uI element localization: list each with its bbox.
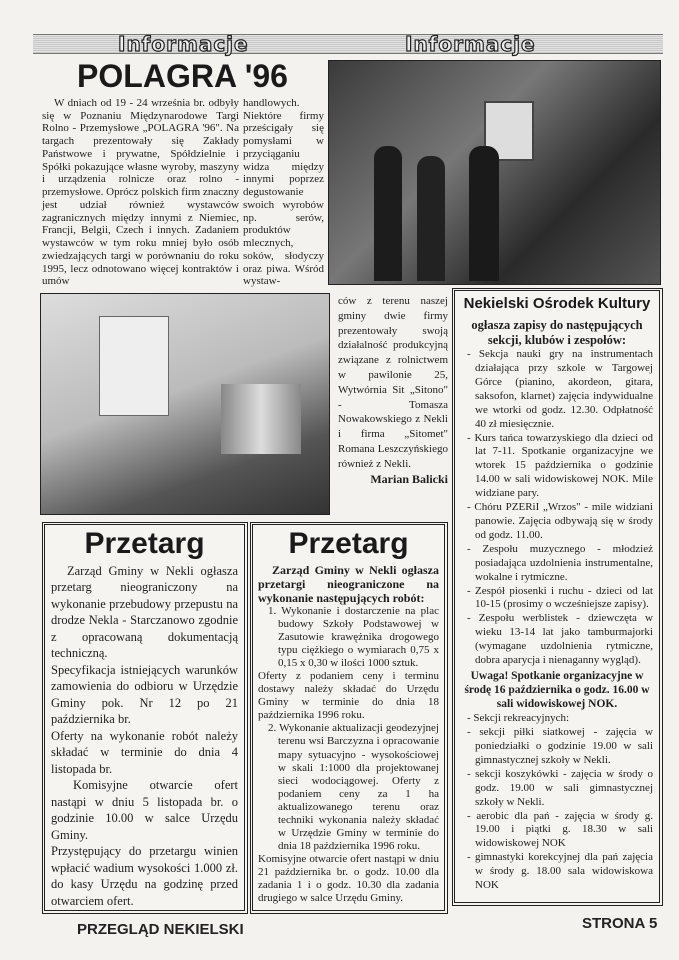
paragraph: Komisyjne otwarcie ofert nastąpi w dniu 21 października br. o godz. 10.00 dla zadania 1 i o godz. 10.30 dla zadania drugiego w salce Urzędu Gminy. <box>258 852 439 904</box>
list-item: - Zespołu werblistek - dziewczęta w wieku 13-14 lat jako tamburmajorki (wymagane uzdolnienia rytmiczne, dobra aparycja i nienaganny wygląd). <box>467 612 653 667</box>
list-item: - sekcji piłki siatkowej - zajęcia w poniedziałki o godzinie 19.00 w sali gimnastycznej szkoły w Nekli. <box>467 726 653 766</box>
paragraph: Oferty z podaniem ceny i terminu dostawy należy składać do Urzędu Gminy w terminie do dnia 18 października 1996 roku. <box>258 670 439 722</box>
list-item: - sekcji koszykówki - zajęcia w środy o godz. 19.00 w sali gimnastycznej szkoły w Nekli. <box>467 767 653 808</box>
section-label-left: Informacje <box>118 32 249 56</box>
przetarg-announcement-1 <box>42 522 248 914</box>
nok-title: Nekielski Ośrodek Kultury <box>463 295 651 312</box>
section-label-right: Informacje <box>405 32 536 56</box>
person-figure <box>374 146 402 281</box>
przetarg-lead: Zarząd Gminy w Nekli ogłasza przetargi nieograniczone na wykonanie następujących robót: <box>258 563 439 606</box>
article-col3-block <box>338 294 448 516</box>
list-item: - gimnastyki korekcyjnej dla pań zajęcia w środy g. 18.00 sala widowiskowa NOK <box>467 851 653 892</box>
przetarg-body <box>51 563 238 909</box>
nok-list <box>461 348 653 668</box>
list-item: - Kurs tańca towarzyskiego dla dzieci od lat 7-11. Spotkanie organizacyjne we wtorek 15 października o godzinie 14.00 w sali widowiskowej NOK. Mile widziane pary. <box>467 431 653 500</box>
article-col2: handlowych. Niektóre firmy prześcigały się pomysłami w przyciąganiu widza między innymi poprzez degustowanie swoich wyrobów np. serów, produktów mlecznych, soków, słodyczy oraz piwa. Wśród wystaw- <box>243 97 324 288</box>
przetarg-title: Przetarg <box>288 527 409 560</box>
list-item: - Sekcji rekreacyjnych: <box>467 712 570 725</box>
person-figure <box>469 146 499 281</box>
publication-name: PRZEGLĄD NEKIELSKI <box>77 921 244 938</box>
page-number: STRONA 5 <box>582 915 658 932</box>
list-item: 1. Wykonanie i dostarczenie na plac budowy Szkoły Podstawowej w Zasutowie krawężnika drogowego typu ciężkiego o wymiarach 0,75 x 0,15 x 0,30 w ilości 1000 sztuk. <box>268 605 439 670</box>
photo-exhibition-stand <box>328 60 661 285</box>
list-item: - aerobic dla pań - zajęcia w środy g. 19.00 i piątki g. 18.30 w sali widowiskowej NOK <box>467 809 653 850</box>
list-item: 2. Wykonanie aktualizacji geodezyjnej terenu wsi Barczyzna i opracowanie mapy sytuacyjno - wysokościowej w skali 1:1000 dla projektowanej sieci wodociągowej. Oferty z podaniem ceny za 1 ha aktualizowanego terenu oraz techniki wykonania należy składać w Urzędzie Gminy w terminie do dnia 18 października 1996 roku. <box>268 722 439 852</box>
paragraph: Komisyjne otwarcie ofert nastąpi w dniu 5 listopada br. o godzinie 10.00 w salce Urzędu Gminy. <box>51 778 238 842</box>
article-title: POLAGRA '96 <box>77 58 288 94</box>
nok-announcement <box>452 288 663 906</box>
stand-sign <box>99 316 169 416</box>
person-figure <box>417 156 445 281</box>
section-banner <box>33 34 663 54</box>
przetarg-announcement-2 <box>250 522 448 914</box>
list-item: - Chóru PZERiI „Wrzos" - mile widziani panowie. Zajęcia odbywają się w środy od godz. 11.00. <box>467 501 653 541</box>
exhibited-machine <box>221 384 301 454</box>
paragraph: Oferty na wykonanie robót należy składać w terminie do dnia 4 listopada br. <box>51 728 238 776</box>
przetarg-title: Przetarg <box>84 527 205 560</box>
article-col3: ców z terenu naszej gminy dwie firmy prezentowały swoją działalność produkcyjną związane z rolnictwem w pawilonie 25, Wytwórnia Sit „Sitono" - Tomasza Nowakowskiego z Nekli i firma „Sitomet" Romana Leszczyńskiego również z Nekli. <box>338 295 448 470</box>
photo-sitomet-stand <box>40 293 330 515</box>
paragraph: Zarząd Gminy w Nekli ogłasza przetarg nieograniczony na wykonanie przebudowy przepustu na drodze Nekla - Starczanowo zgodnie z opracowaną dokumentacją techniczną. <box>51 564 238 661</box>
nok-list-2 <box>461 712 653 893</box>
list-item: - Zespół piosenki i ruchu - dzieci od lat 10-15 (prosimy o wcześniejsze zapisy). <box>467 584 653 611</box>
list-item: - Sekcja nauki gry na instrumentach działająca przy szkole w Targowej Górce (pianino, akordeon, gitara, saksofon, klarnet) zajęcia indywidualne we wtorki od godz. 12.30. Odpłatność 40 zł miesięcznie. <box>467 348 653 430</box>
nok-notice: Uwaga! Spotkanie organizacyjne w środę 16 października o godz. 16.00 w sali widowiskowej NOK. <box>464 669 650 711</box>
list-item: - Zespołu muzycznego - młodzież posiadająca uzdolnienia instrumentalne, wokalne i rytmiczne. <box>467 542 653 583</box>
article-author: Marian Balicki <box>370 471 448 486</box>
paragraph: Specyfikacja istniejących warunków zamowienia do odbioru w Urzędzie Gminy pok. Nr 12 po 21 października br. <box>51 662 238 727</box>
paragraph: Przystępujący do przetargu winien wpłacić wadium wysokości 1.000 zł. do kasy Urzędu na godzinę przed otwarciem ofert. <box>51 844 238 908</box>
nok-lead: ogłasza zapisy do następujących sekcji, klubów i zespołów: <box>471 318 643 348</box>
article-col1: W dniach od 19 - 24 września br. odbyły się w Poznaniu Międzynarodowe Targi Rolno - Przemysłowe „POLAGRA '96". Na targach prezentowały się Zakłady Państwowe i prywatne, Spółdzielnie i Spółki pokazujące własne wyroby, maszyny i urządzenia rolnicze oraz rolno - przemysłowe. Oprócz polskich firm znaczny jest udział również wystawców zagranicznych między innymi z Niemiec, Francji, Belgii, Czech i innych. Zadaniem wystawców w tym roku mniej było osób zwiedzających targi w porównaniu do roku 1995, lecz odnotowano więcej kontraktów i umów <box>42 97 240 288</box>
